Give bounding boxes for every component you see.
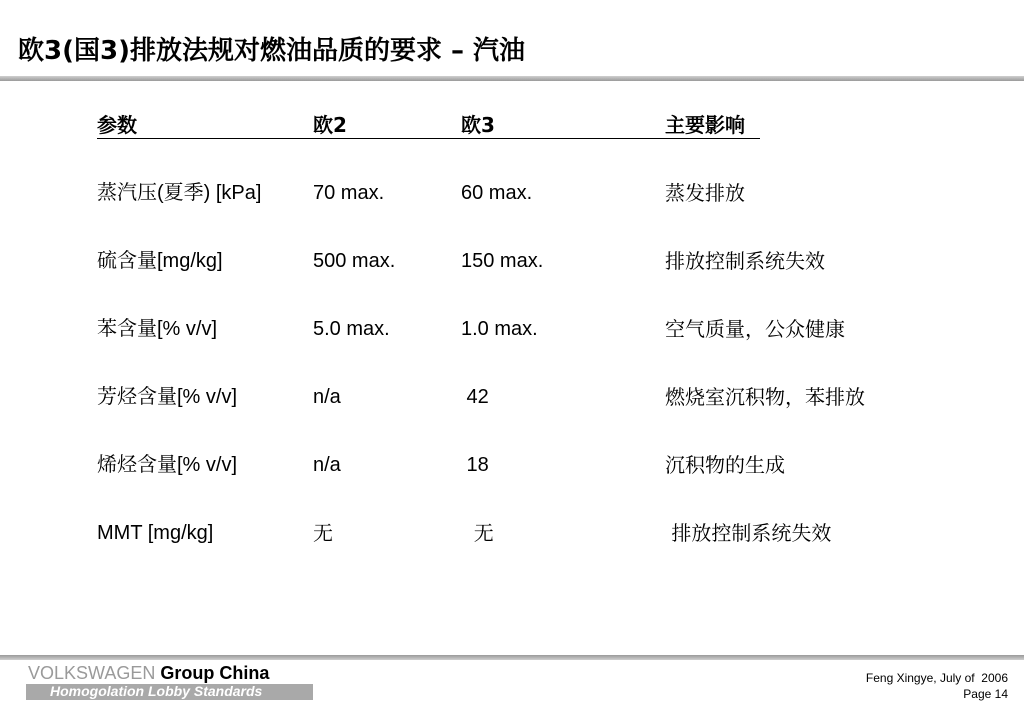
cell-parameter: 蒸汽压(夏季) [kPa]	[97, 182, 262, 204]
table-row	[0, 249, 1024, 279]
cell-main-impact: 空气质量，公众健康	[665, 317, 845, 341]
logo-group: Group China	[160, 663, 270, 683]
cell-main-impact: 沉积物的生成	[665, 453, 785, 477]
logo-brand: VOLKSWAGEN	[28, 663, 156, 683]
cell-euro2: 70 max.	[313, 182, 385, 204]
cell-main-impact: 蒸发排放	[665, 181, 745, 205]
cell-main-impact: 燃烧室沉积物，苯排放	[665, 385, 865, 409]
header-parameter: 参数	[97, 113, 137, 137]
header-euro3: 欧3	[461, 113, 495, 137]
footer-subtitle: Homogolation Lobby Standards	[50, 683, 263, 699]
table-row	[0, 521, 1024, 551]
cell-euro3: 42	[461, 386, 489, 408]
cell-parameter: MMT [mg/kg]	[97, 522, 214, 544]
cell-euro3: 60 max.	[461, 182, 533, 204]
cell-euro2: n/a	[313, 386, 341, 408]
cell-parameter: 硫含量[mg/kg]	[97, 250, 223, 272]
cell-parameter: 芳烃含量[% v/v]	[97, 386, 238, 408]
footer-divider	[0, 655, 1024, 660]
table-row	[0, 181, 1024, 211]
header-underline	[97, 138, 760, 139]
cell-euro2: 500 max.	[313, 250, 396, 272]
company-logo	[28, 662, 269, 684]
cell-euro2: 无	[313, 521, 333, 545]
cell-euro2: n/a	[313, 454, 341, 476]
cell-parameter: 烯烃含量[% v/v]	[97, 454, 238, 476]
table-row	[0, 453, 1024, 483]
header-euro2: 欧2	[313, 113, 347, 137]
cell-parameter: 苯含量[% v/v]	[97, 318, 218, 340]
cell-euro3: 无	[461, 521, 494, 545]
table-row	[0, 385, 1024, 415]
cell-euro3: 1.0 max.	[461, 318, 538, 340]
cell-main-impact: 排放控制系统失效	[665, 249, 825, 273]
table-row	[0, 317, 1024, 347]
cell-euro3: 150 max.	[461, 250, 544, 272]
header-main-impact: 主要影响	[665, 113, 745, 137]
cell-euro2: 5.0 max.	[313, 318, 390, 340]
cell-euro3: 18	[461, 454, 489, 476]
page-number: Page 14	[963, 687, 1008, 701]
author-date: Feng Xingye, July of 2006	[865, 671, 1008, 685]
slide-title: 欧3(国3)排放法规对燃油品质的要求 – 汽油	[18, 36, 526, 66]
cell-main-impact: 排放控制系统失效	[665, 521, 832, 545]
